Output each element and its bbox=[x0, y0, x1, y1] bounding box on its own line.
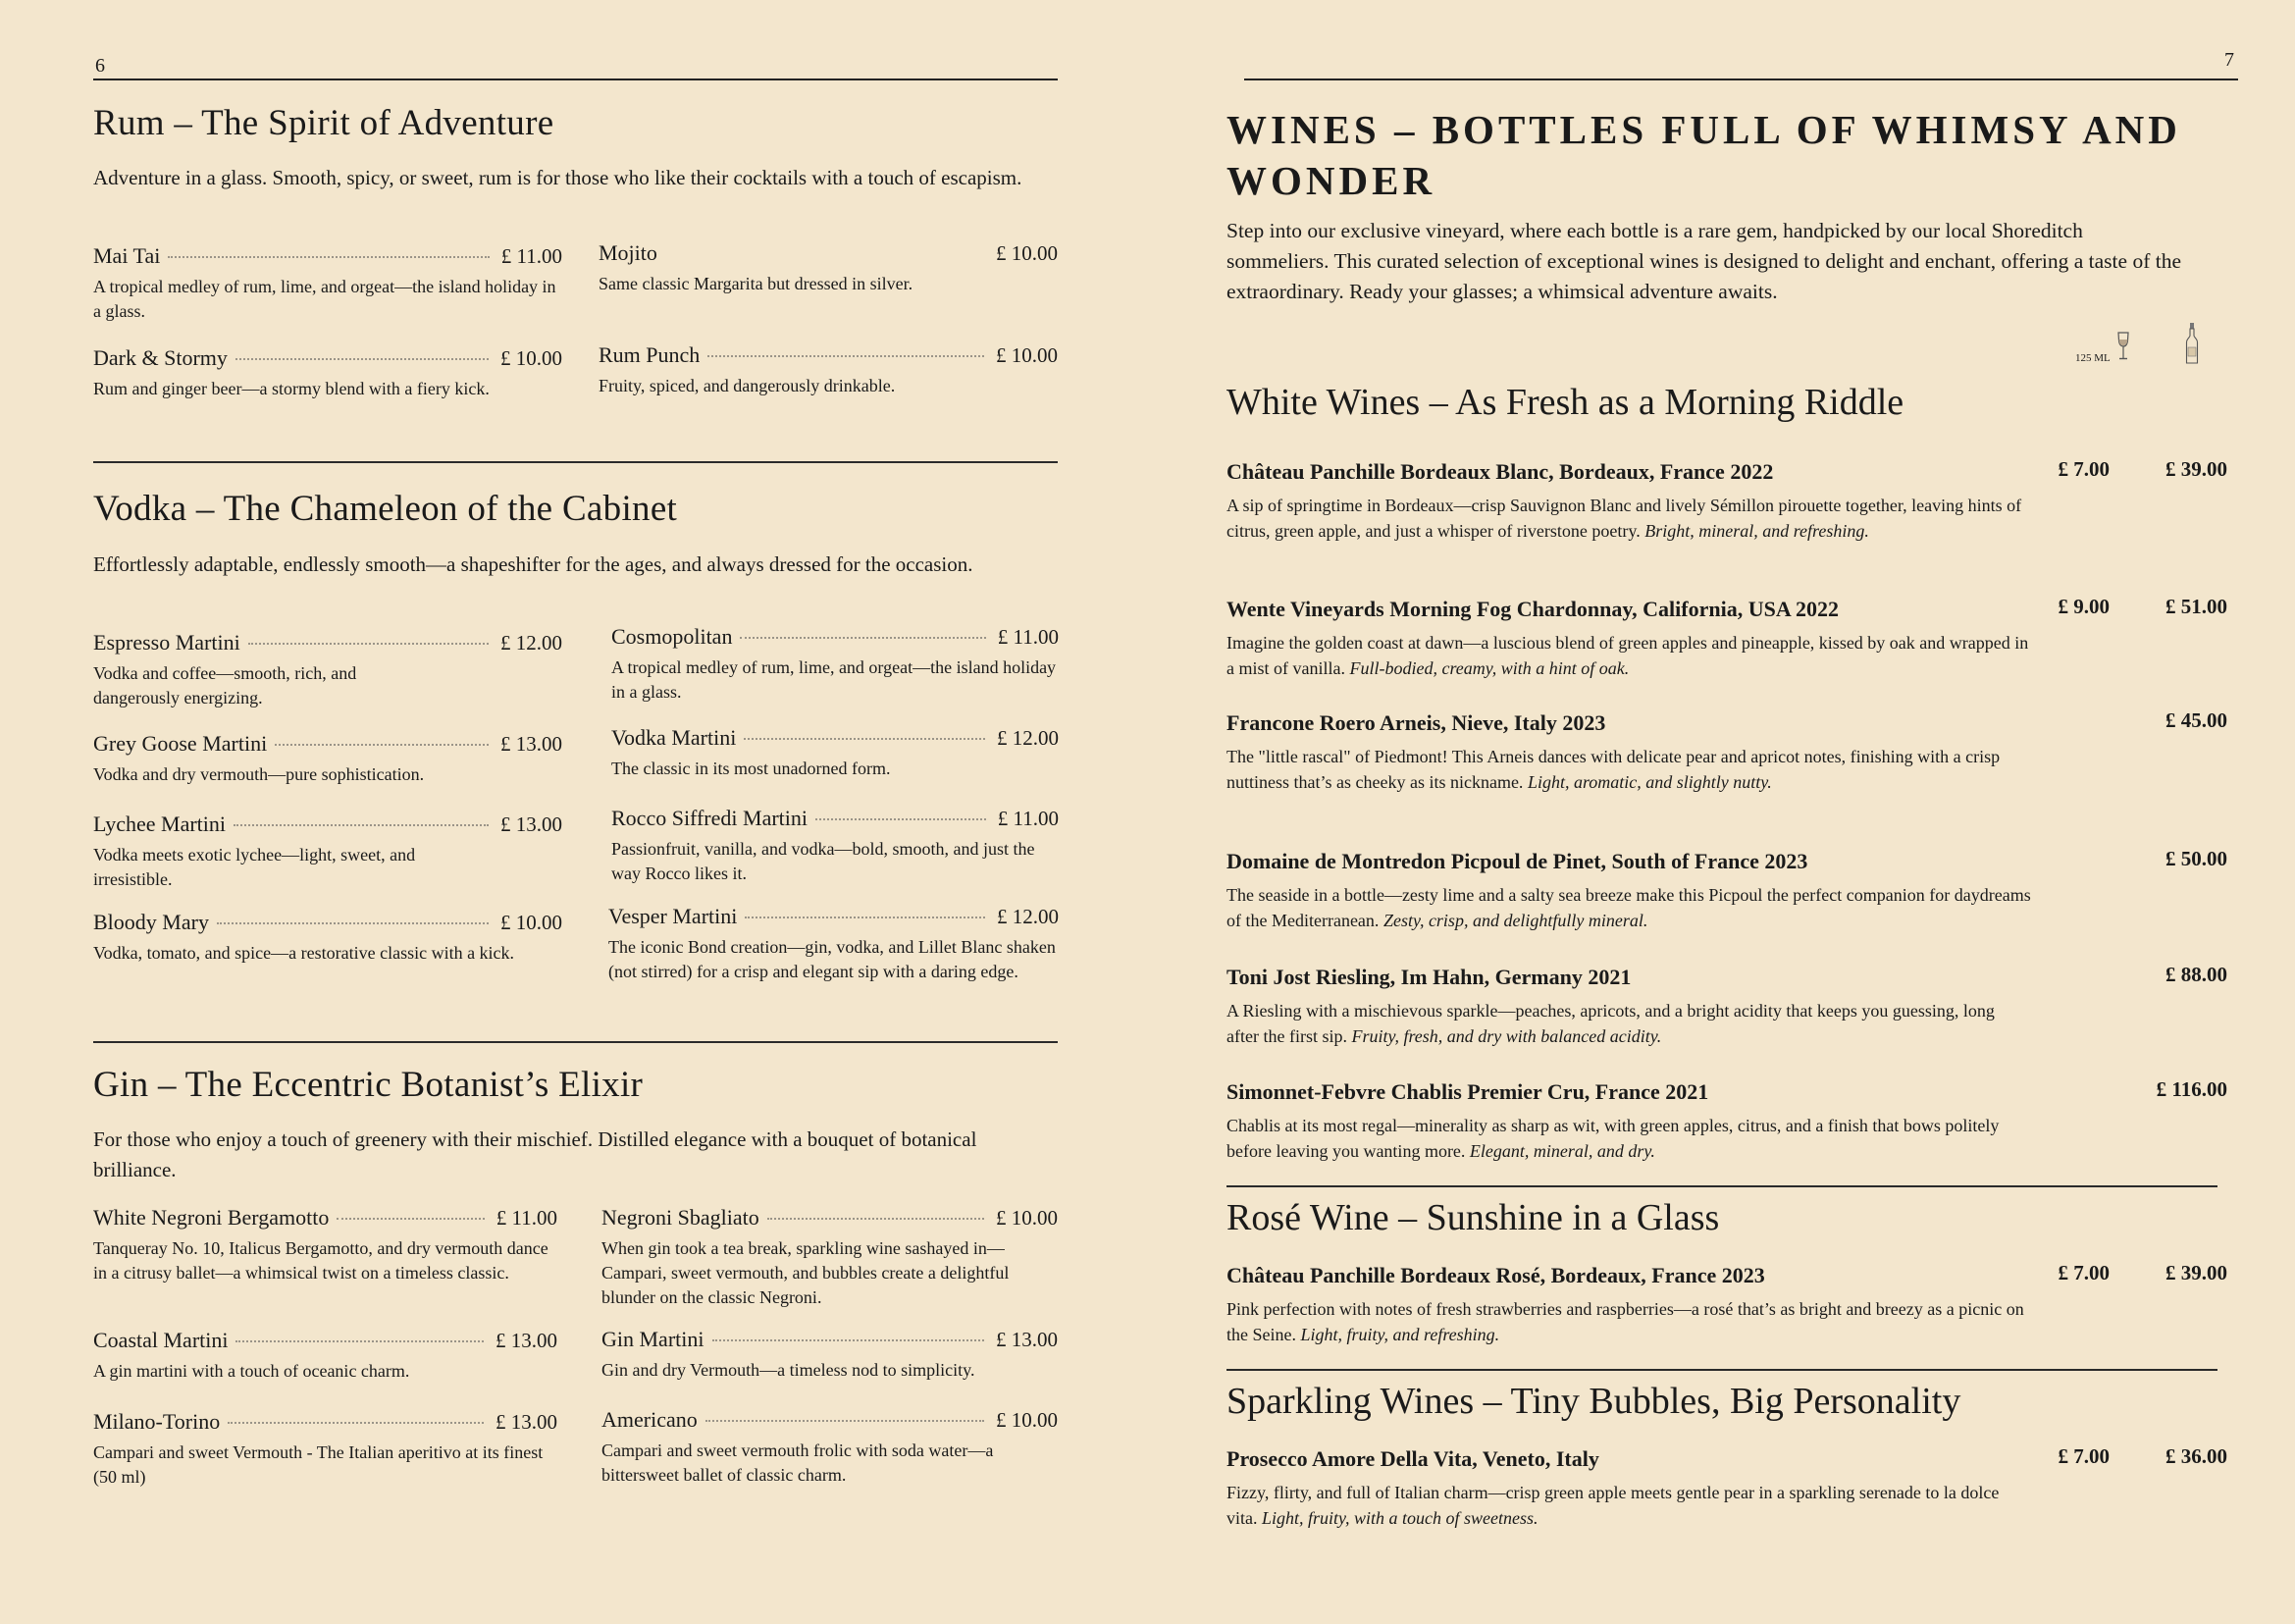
item-desc: A tropical medley of rum, lime, and orgeat—the island holiday in a glass. bbox=[93, 277, 556, 321]
item-price: £ 11.00 bbox=[496, 1206, 557, 1230]
item-name: Cosmopolitan bbox=[611, 624, 733, 649]
glass-price: £ 7.00 bbox=[2058, 1261, 2110, 1284]
item-price: £ 13.00 bbox=[496, 1329, 557, 1352]
wine-name: Château Panchille Bordeaux Blanc, Bordeaux, France 2022 bbox=[1226, 459, 1774, 484]
wine-name: Simonnet-Febvre Chablis Premier Cru, France 2021 bbox=[1226, 1079, 1709, 1104]
glass-price: £ 7.00 bbox=[2058, 1444, 2110, 1468]
leader-dots bbox=[275, 744, 489, 746]
section-divider bbox=[93, 461, 1058, 463]
gin-section-title: Gin – The Eccentric Botanist’s Elixir bbox=[93, 1065, 644, 1105]
wines-intro: Step into our exclusive vineyard, where each bottle is a rare gem, handpicked by our local Shoreditch sommeliers. This curated selection of exceptional wines is designed to delight and enchant, offering a taste of the extraordinary. Ready your glasses; a whimsical adventure awaits. bbox=[1226, 219, 2181, 303]
item-name: Espresso Martini bbox=[93, 630, 240, 655]
item-name: Mai Tai bbox=[93, 243, 161, 268]
wine-desc bbox=[1226, 1296, 2031, 1347]
rum-section-intro: Adventure in a glass. Smooth, spicy, or sweet, rum is for those who like their cocktails with a touch of escapism. bbox=[93, 166, 1022, 189]
menu-item-milano-torino bbox=[93, 1409, 557, 1490]
vodka-section-title: Vodka – The Chameleon of the Cabinet bbox=[93, 489, 678, 529]
item-desc: Tanqueray No. 10, Italicus Bergamotto, and dry vermouth dance in a citrusy ballet—a whimsical twist on a timeless classic. bbox=[93, 1238, 548, 1283]
wine-desc-text: A sip of springtime in Bordeaux—crisp Sauvignon Blanc and lively Sémillon pirouette together, leaving hints of citrus, green apple, and just a whisper of riverstone poetry. bbox=[1226, 496, 2022, 541]
wines-heading: WINES – BOTTLES FULL OF WHIMSY AND WONDER bbox=[1226, 107, 2181, 203]
wine-desc bbox=[1226, 493, 2031, 544]
wine-desc bbox=[1226, 998, 2031, 1049]
item-desc: The iconic Bond creation—gin, vodka, and Lillet Blanc shaken (not stirred) for a crisp and elegant sip with a daring edge. bbox=[608, 937, 1056, 981]
item-name: Rocco Siffredi Martini bbox=[611, 806, 808, 830]
section-divider bbox=[1226, 1369, 2217, 1371]
rum-section-title: Rum – The Spirit of Adventure bbox=[93, 103, 554, 143]
bottle-price: £ 39.00 bbox=[2165, 457, 2227, 481]
item-desc: A tropical medley of rum, lime, and orgeat—the island holiday in a glass. bbox=[611, 657, 1057, 702]
leader-dots bbox=[707, 355, 984, 357]
wine-name: Francone Roero Arneis, Nieve, Italy 2023 bbox=[1226, 710, 1606, 735]
item-name: Grey Goose Martini bbox=[93, 731, 268, 756]
bottle-price: £ 45.00 bbox=[2165, 708, 2227, 732]
item-desc: A gin martini with a touch of oceanic charm. bbox=[93, 1361, 410, 1381]
wine-name: Toni Jost Riesling, Im Hahn, Germany 2021 bbox=[1226, 965, 1632, 989]
menu-item-bloody-mary bbox=[93, 910, 562, 966]
rose-wine-title: Rosé Wine – Sunshine in a Glass bbox=[1226, 1197, 1720, 1238]
wine-desc-text: Pink perfection with notes of fresh strawberries and raspberries—a rosé that’s as bright and breezy as a picnic on the Seine. bbox=[1226, 1299, 2024, 1344]
menu-item-rum-punch bbox=[599, 342, 1058, 398]
item-desc: Same classic Margarita but dressed in silver. bbox=[599, 274, 913, 293]
wine-desc-text: A Riesling with a mischievous sparkle—peaches, apricots, and a bright acidity that keeps you guessing, long after the first sip. bbox=[1226, 1001, 1995, 1046]
wine-item bbox=[1226, 710, 2227, 795]
menu-item-white-negroni-bergamotto bbox=[93, 1205, 557, 1285]
section-divider bbox=[1226, 1185, 2217, 1187]
section-divider bbox=[93, 1041, 1058, 1043]
price-column-header bbox=[2075, 322, 2203, 371]
menu-item-vodka-martini bbox=[611, 725, 1059, 781]
item-name: Milano-Torino bbox=[93, 1409, 221, 1434]
item-desc: Vodka and dry vermouth—pure sophistication. bbox=[93, 764, 425, 784]
item-name: Lychee Martini bbox=[93, 812, 227, 836]
glass-size-label: 125 ML bbox=[2075, 352, 2111, 364]
item-price: £ 13.00 bbox=[500, 732, 562, 756]
leader-dots bbox=[234, 824, 489, 826]
leader-dots bbox=[168, 256, 489, 258]
item-price: £ 12.00 bbox=[500, 631, 562, 655]
wine-item bbox=[1226, 597, 2227, 681]
item-name: Vodka Martini bbox=[611, 725, 737, 750]
wine-item bbox=[1226, 1446, 2227, 1531]
item-name: Gin Martini bbox=[601, 1327, 704, 1351]
item-desc: When gin took a tea break, sparkling wine sashayed in—Campari, sweet vermouth, and bubbles create a delightful blunder on the classic Negroni. bbox=[601, 1238, 1010, 1307]
wine-desc bbox=[1226, 1113, 2031, 1164]
leader-dots bbox=[337, 1218, 484, 1220]
wine-item bbox=[1226, 1079, 2227, 1164]
wine-desc bbox=[1226, 630, 2031, 681]
leader-dots bbox=[235, 358, 489, 360]
leader-dots bbox=[745, 917, 985, 918]
item-price: £ 11.00 bbox=[997, 625, 1059, 649]
right-page bbox=[1148, 0, 2295, 1624]
header-rule bbox=[1244, 79, 2238, 80]
wine-note: Light, aromatic, and slightly nutty. bbox=[1527, 772, 1772, 792]
menu-item-espresso-martini bbox=[93, 630, 562, 710]
item-name: White Negroni Bergamotto bbox=[93, 1205, 330, 1230]
leader-dots bbox=[248, 643, 489, 645]
leader-dots bbox=[815, 818, 986, 820]
wine-note: Zesty, crisp, and delightfully mineral. bbox=[1382, 911, 1648, 930]
menu-item-dark-stormy bbox=[93, 345, 562, 401]
sparkling-wines-title: Sparkling Wines – Tiny Bubbles, Big Personality bbox=[1226, 1381, 1961, 1422]
wine-desc-text: Fizzy, flirty, and full of Italian charm—crisp green apple meets gentle pear in a sparkling serenade to la dolce vita. bbox=[1226, 1483, 2000, 1528]
wine-desc bbox=[1226, 882, 2031, 933]
item-desc: Passionfruit, vanilla, and vodka—bold, smooth, and just the way Rocco likes it. bbox=[611, 839, 1035, 883]
item-price: £ 10.00 bbox=[500, 346, 562, 370]
leader-dots bbox=[235, 1340, 484, 1342]
wine-note: Fruity, fresh, and dry with balanced acidity. bbox=[1351, 1026, 1662, 1046]
wine-desc-text: Chablis at its most regal—minerality as sharp as wit, with green apples, citrus, and a finish that bows politely before leaving you wanting more. bbox=[1226, 1116, 2000, 1161]
menu-item-lychee-martini bbox=[93, 812, 562, 892]
wine-item bbox=[1226, 965, 2227, 1049]
item-price: £ 10.00 bbox=[996, 1206, 1058, 1230]
vodka-section-intro: Effortlessly adaptable, endlessly smooth—a shapeshifter for the ages, and always dressed for the occasion. bbox=[93, 552, 973, 576]
header-rule bbox=[93, 79, 1058, 80]
item-price: £ 11.00 bbox=[500, 244, 562, 268]
leader-dots bbox=[767, 1218, 984, 1220]
item-name: Americano bbox=[601, 1407, 698, 1432]
wine-desc bbox=[1226, 1480, 2031, 1531]
wine-note: Bright, mineral, and refreshing. bbox=[1644, 521, 1869, 541]
item-desc: Campari and sweet Vermouth - The Italian aperitivo at its finest (50 ml) bbox=[93, 1442, 544, 1487]
page-number: 6 bbox=[95, 55, 105, 77]
wine-desc-text: The seaside in a bottle—zesty lime and a salty sea breeze make this Picpoul the perfect companion for daydreams of the Mediterranean. bbox=[1226, 885, 2031, 930]
wine-note: Light, fruity, and refreshing. bbox=[1300, 1325, 1500, 1344]
wine-desc-text: The "little rascal" of Piedmont! This Arneis dances with delicate pear and apricot notes, finishing with a crisp nuttiness that’s as cheeky as its nickname. bbox=[1226, 747, 2001, 792]
page-number: 7 bbox=[2224, 49, 2234, 71]
item-price: £ 13.00 bbox=[496, 1410, 557, 1434]
wine-name: Prosecco Amore Della Vita, Veneto, Italy bbox=[1226, 1446, 1599, 1471]
glass-price: £ 7.00 bbox=[2058, 457, 2110, 481]
item-price: £ 13.00 bbox=[500, 812, 562, 836]
wine-glass-icon bbox=[2116, 332, 2130, 368]
menu-item-negroni-sbagliato bbox=[601, 1205, 1058, 1310]
menu-item-cosmopolitan bbox=[611, 624, 1059, 705]
item-price: £ 10.00 bbox=[996, 343, 1058, 367]
item-desc: Fruity, spiced, and dangerously drinkable. bbox=[599, 376, 896, 395]
item-desc: Campari and sweet vermouth frolic with soda water—a bittersweet ballet of classic charm. bbox=[601, 1441, 994, 1485]
gin-section-intro: For those who enjoy a touch of greenery with their mischief. Distilled elegance with a bouquet of botanical brilliance. bbox=[93, 1127, 977, 1181]
wine-note: Full-bodied, creamy, with a hint of oak. bbox=[1349, 658, 1630, 678]
wine-desc bbox=[1226, 744, 2031, 795]
menu-item-coastal-martini bbox=[93, 1328, 557, 1384]
bottle-price: £ 50.00 bbox=[2165, 847, 2227, 870]
menu-item-vesper-martini bbox=[608, 904, 1059, 984]
wine-bottle-icon bbox=[2185, 322, 2199, 370]
menu-item-rocco-siffredi-martini bbox=[611, 806, 1059, 886]
item-desc: Vodka and coffee—smooth, rich, and dangerously energizing. bbox=[93, 663, 357, 707]
leader-dots bbox=[712, 1339, 985, 1341]
wine-note: Elegant, mineral, and dry. bbox=[1469, 1141, 1655, 1161]
bottle-price: £ 88.00 bbox=[2165, 963, 2227, 986]
menu-item-mai-tai bbox=[93, 243, 562, 324]
leader-dots bbox=[705, 1420, 984, 1422]
item-name: Rum Punch bbox=[599, 342, 701, 367]
menu-item-grey-goose-martini bbox=[93, 731, 562, 787]
item-price: £ 10.00 bbox=[996, 241, 1058, 265]
bottle-price: £ 36.00 bbox=[2165, 1444, 2227, 1468]
item-price: £ 13.00 bbox=[996, 1328, 1058, 1351]
wine-desc-text: Imagine the golden coast at dawn—a luscious blend of green apples and pineapple, kissed by oak and wrapped in a mist of vanilla. bbox=[1226, 633, 2029, 678]
wine-note: Light, fruity, with a touch of sweetness. bbox=[1262, 1508, 1539, 1528]
item-desc: Vodka meets exotic lychee—light, sweet, and irresistible. bbox=[93, 845, 416, 889]
leader-dots bbox=[228, 1422, 484, 1424]
menu-item-americano bbox=[601, 1407, 1058, 1488]
wine-item bbox=[1226, 459, 2227, 544]
item-name: Bloody Mary bbox=[93, 910, 209, 934]
wine-item bbox=[1226, 1263, 2227, 1347]
bottle-price: £ 39.00 bbox=[2165, 1261, 2227, 1284]
wine-item bbox=[1226, 849, 2227, 933]
item-desc: The classic in its most unadorned form. bbox=[611, 759, 891, 778]
item-desc: Gin and dry Vermouth—a timeless nod to simplicity. bbox=[601, 1360, 975, 1380]
leader-dots bbox=[744, 738, 985, 740]
wine-name: Wente Vineyards Morning Fog Chardonnay, California, USA 2022 bbox=[1226, 597, 1840, 621]
item-price: £ 12.00 bbox=[997, 726, 1059, 750]
bottle-price: £ 116.00 bbox=[2156, 1077, 2227, 1101]
item-desc: Rum and ginger beer—a stormy blend with a fiery kick. bbox=[93, 379, 490, 398]
glass-price: £ 9.00 bbox=[2058, 595, 2110, 618]
item-price: £ 10.00 bbox=[996, 1408, 1058, 1432]
item-name: Mojito bbox=[599, 240, 657, 265]
item-name: Coastal Martini bbox=[93, 1328, 229, 1352]
wine-name: Domaine de Montredon Picpoul de Pinet, South of France 2023 bbox=[1226, 849, 1808, 873]
wine-name: Château Panchille Bordeaux Rosé, Bordeaux, France 2023 bbox=[1226, 1263, 1765, 1287]
item-name: Negroni Sbagliato bbox=[601, 1205, 759, 1230]
leader-dots bbox=[217, 922, 489, 924]
menu-item-mojito bbox=[599, 240, 1058, 296]
item-price: £ 12.00 bbox=[997, 905, 1059, 928]
item-desc: Vodka, tomato, and spice—a restorative classic with a kick. bbox=[93, 943, 515, 963]
item-name: Dark & Stormy bbox=[93, 345, 228, 370]
item-price: £ 10.00 bbox=[500, 911, 562, 934]
menu-item-gin-martini bbox=[601, 1327, 1058, 1383]
white-wines-title: White Wines – As Fresh as a Morning Riddle bbox=[1226, 382, 1904, 423]
item-name: Vesper Martini bbox=[608, 904, 738, 928]
item-price: £ 11.00 bbox=[997, 807, 1059, 830]
bottle-price: £ 51.00 bbox=[2165, 595, 2227, 618]
leader-dots bbox=[740, 637, 985, 639]
